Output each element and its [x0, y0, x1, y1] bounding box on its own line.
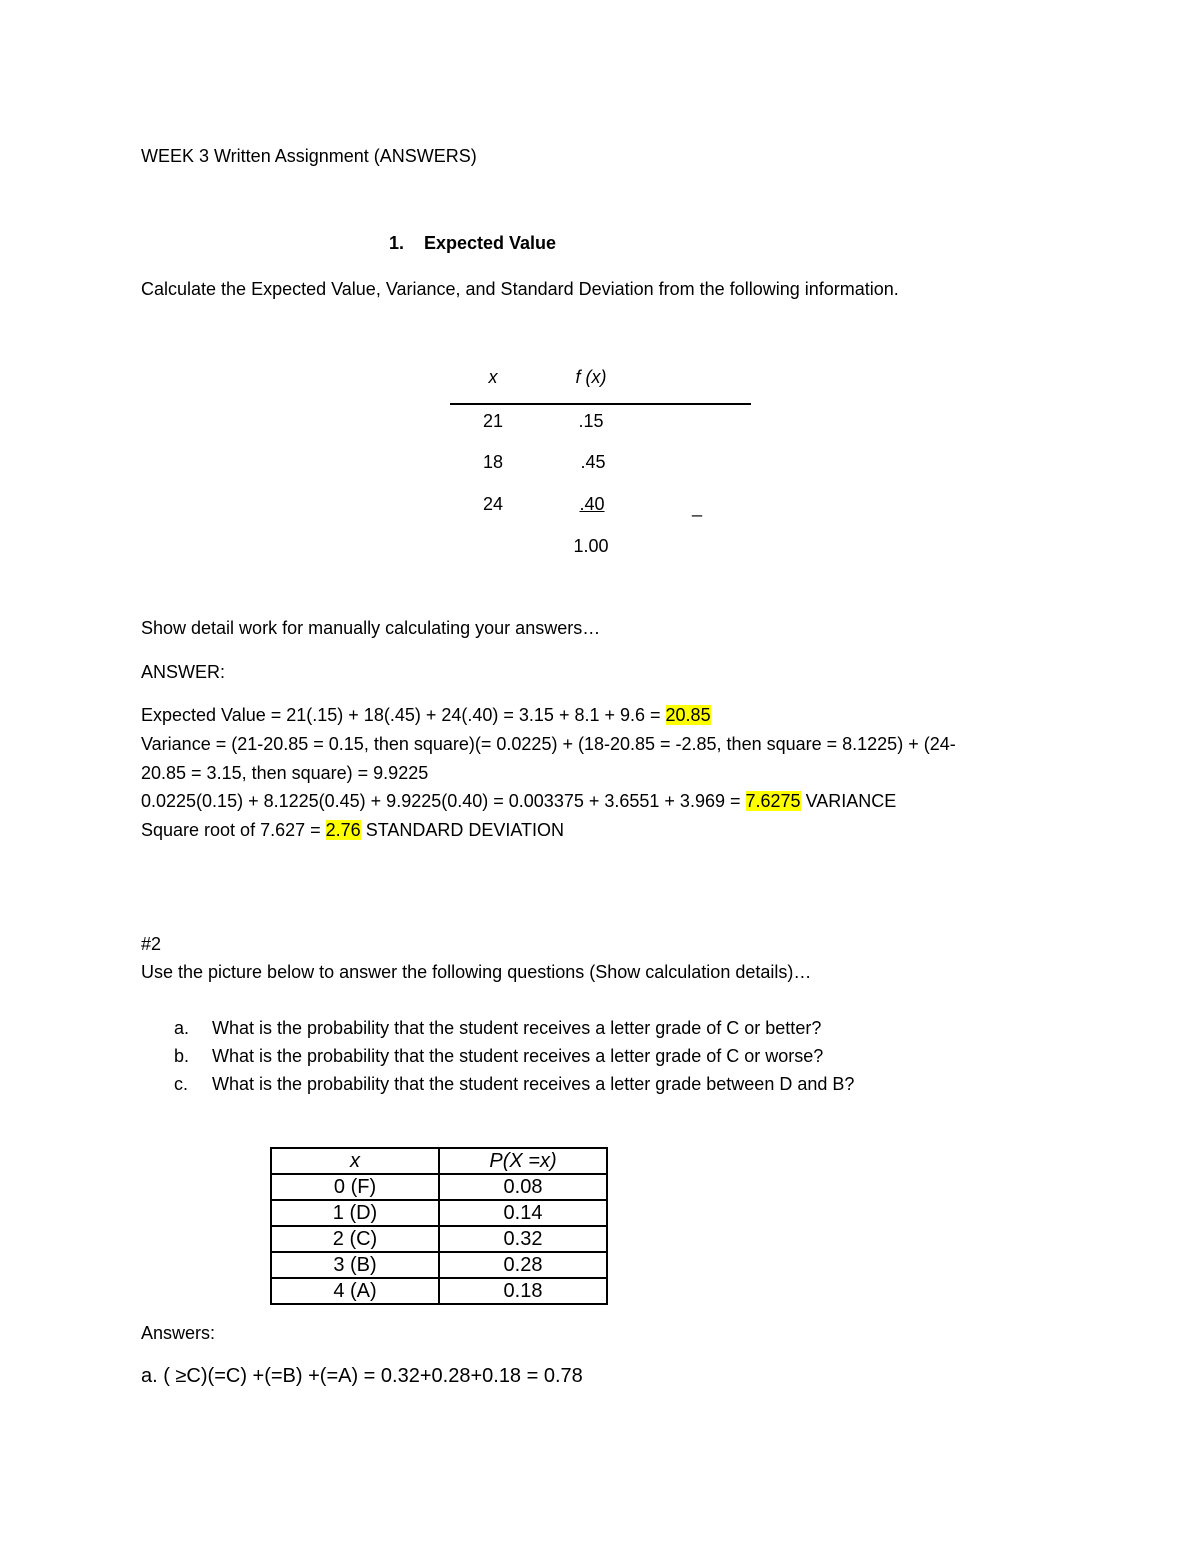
- col-x-header: x: [271, 1148, 439, 1174]
- q1-instruction: Calculate the Expected Value, Variance, and Standard Deviation from the following information.: [141, 279, 899, 299]
- variance-line-2: 20.85 = 3.15, then square) = 9.9225: [141, 763, 429, 783]
- q1-row-fx: .45: [580, 452, 606, 472]
- expected-value-result: 20.85: [665, 705, 711, 725]
- std-dev-work: Square root of 7.627 =: [141, 820, 326, 840]
- q1-col-fx-header: f (x): [575, 367, 607, 387]
- cell-x: 4 (A): [271, 1278, 439, 1304]
- answer-a: a. ( ≥C)(=C) +(=B) +(=A) = 0.32+0.28+0.18 = 0.78: [141, 1365, 583, 1387]
- list-letter: c.: [174, 1074, 189, 1094]
- table-row: [271, 1252, 607, 1278]
- page-title: WEEK 3 Written Assignment (ANSWERS): [141, 146, 477, 166]
- list-text: What is the probability that the student receives a letter grade of C or better?: [212, 1018, 822, 1038]
- q1-number: 1.: [389, 233, 405, 253]
- variance-line-3: [141, 790, 896, 812]
- q1-answer-label: ANSWER:: [141, 662, 226, 682]
- variance-result: 7.6275: [745, 791, 801, 811]
- variance-work: 0.0225(0.15) + 8.1225(0.45) + 9.9225(0.40) = 0.003375 + 3.6551 + 3.969 =: [141, 791, 746, 811]
- table-row: [271, 1174, 607, 1200]
- q1-row-fx: .40: [579, 494, 605, 514]
- q1-row-x: 18: [482, 452, 504, 472]
- cell-x: 2 (C): [271, 1226, 439, 1252]
- cell-p: 0.14: [439, 1200, 607, 1226]
- variance-suffix: VARIANCE: [800, 791, 897, 811]
- q1-col-x-header: x: [488, 367, 498, 387]
- cell-x: 1 (D): [271, 1200, 439, 1226]
- q1-stray-mark: _: [692, 497, 703, 517]
- list-text: What is the probability that the student receives a letter grade of C or worse?: [212, 1046, 824, 1066]
- expected-value-line: [141, 704, 711, 726]
- variance-line-1: Variance = (21-20.85 = 0.15, then square)(= 0.0225) + (18-20.85 = -2.85, then square = 8.1225) + (24-: [141, 734, 956, 754]
- q2-number: #2: [141, 934, 162, 954]
- list-item: [141, 1073, 854, 1101]
- std-dev-suffix: STANDARD DEVIATION: [360, 820, 565, 840]
- cell-x: 3 (B): [271, 1252, 439, 1278]
- q1-row-x: 24: [482, 494, 504, 514]
- q2-questions-list: [141, 1017, 854, 1101]
- q2-instruction: Use the picture below to answer the following questions (Show calculation details)…: [141, 962, 812, 982]
- q1-total: 1.00: [573, 536, 609, 556]
- list-letter: a.: [174, 1018, 190, 1038]
- table-row: [271, 1278, 607, 1304]
- answers-label: Answers:: [141, 1323, 216, 1343]
- q1-row-fx: .15: [578, 411, 604, 431]
- q1-show-work: Show detail work for manually calculating your answers…: [141, 618, 601, 638]
- std-dev-result: 2.76: [325, 820, 361, 840]
- list-item: [141, 1045, 854, 1073]
- expected-value-work: Expected Value = 21(.15) + 18(.45) + 24(.40) = 3.15 + 8.1 + 9.6 =: [141, 705, 666, 725]
- list-text: What is the probability that the student receives a letter grade between D and B?: [212, 1074, 855, 1094]
- std-dev-line: [141, 819, 564, 841]
- table-row: [271, 1226, 607, 1252]
- list-letter: b.: [174, 1046, 190, 1066]
- list-item: [141, 1017, 854, 1045]
- cell-x: 0 (F): [271, 1174, 439, 1200]
- q1-table-header-rule: [450, 403, 751, 405]
- q1-heading: Expected Value: [424, 233, 557, 253]
- table-header-row: [271, 1148, 607, 1174]
- grade-probability-table: [270, 1147, 608, 1305]
- table-row: [271, 1200, 607, 1226]
- col-p-header: P(X =x): [439, 1148, 607, 1174]
- cell-p: 0.08: [439, 1174, 607, 1200]
- cell-p: 0.32: [439, 1226, 607, 1252]
- cell-p: 0.28: [439, 1252, 607, 1278]
- cell-p: 0.18: [439, 1278, 607, 1304]
- q1-row-x: 21: [482, 411, 504, 431]
